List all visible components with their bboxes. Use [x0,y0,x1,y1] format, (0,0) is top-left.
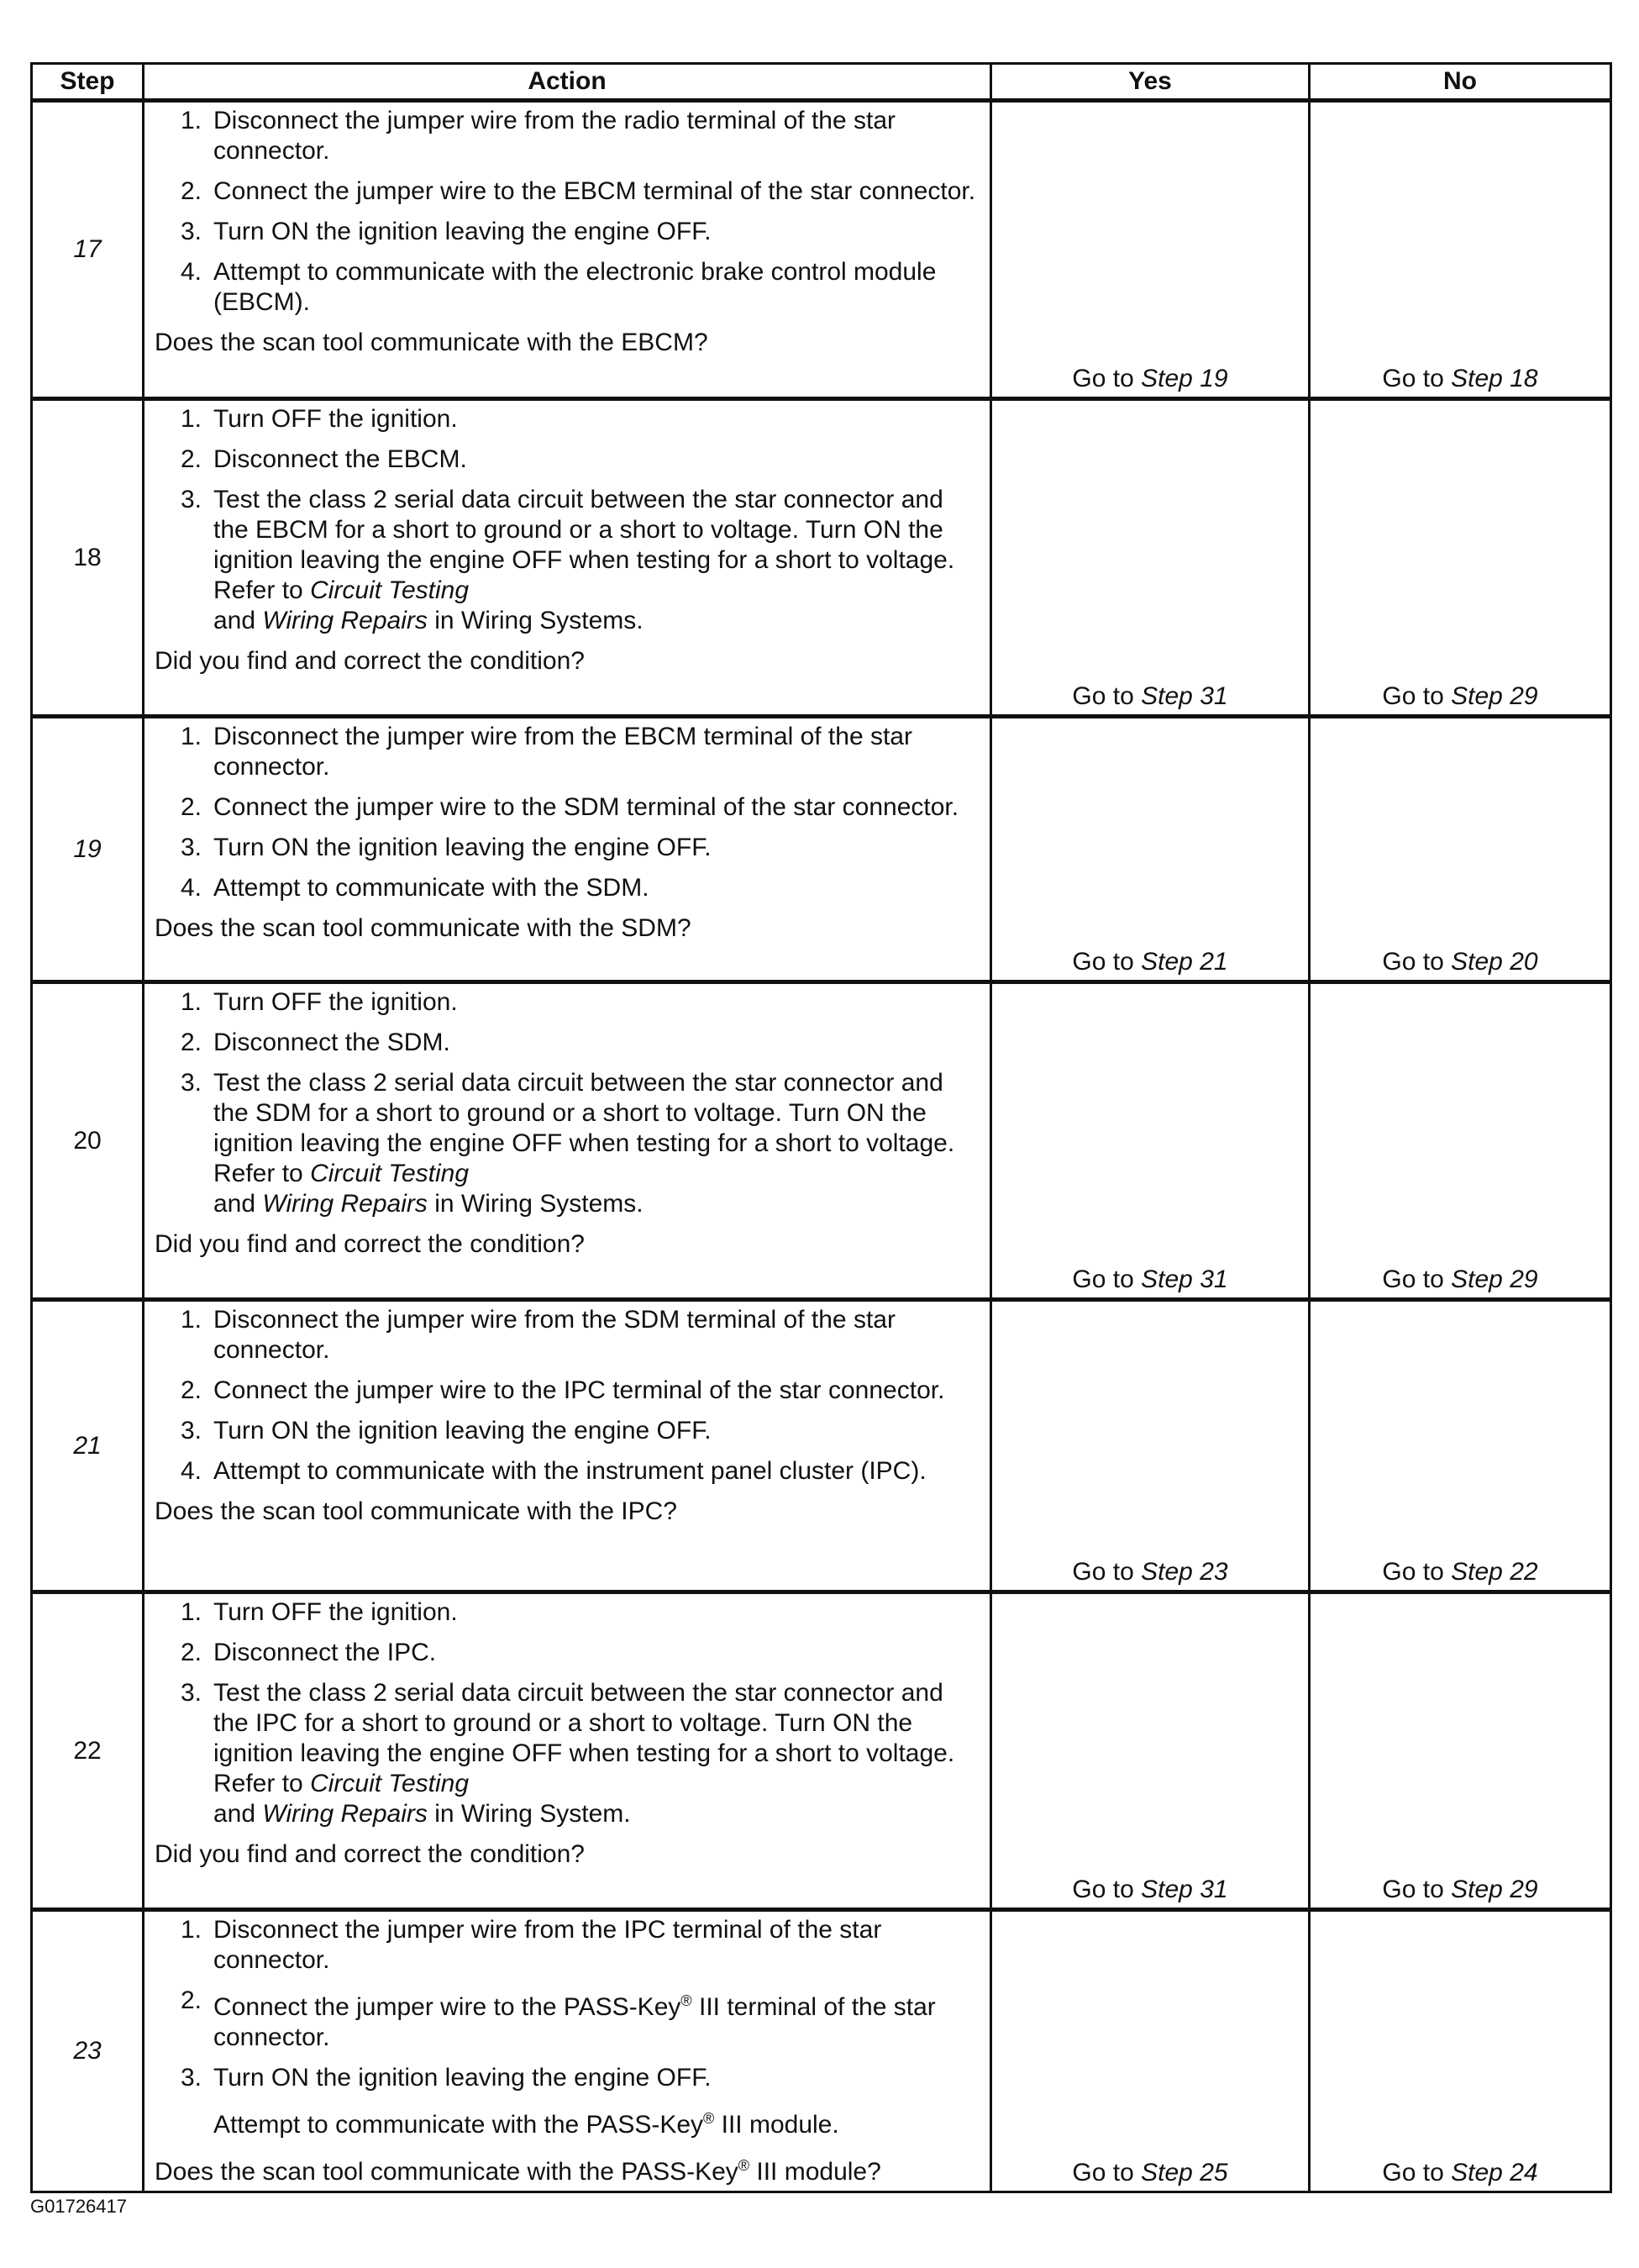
action-item-body: Turn ON the ignition leaving the engine OFF. [213,2064,712,2092]
action-item [155,722,981,782]
action-item [155,1597,981,1628]
yes-target-step[interactable]: Step 31 [1141,1876,1228,1903]
action-item-body: Test the class 2 serial data circuit between the star connector and the EBCM for a short to ground or a short to voltage. Turn ON the ignition leaving the engine OFF when testing for a short to voltage. Refer to [213,486,955,604]
yes-target-step[interactable]: Step 31 [1141,682,1228,710]
no-goto[interactable] [1382,1558,1537,1586]
action-item [155,106,981,166]
yes-result [991,1300,1310,1592]
action-question: Does the scan tool communicate with the PASS-Key® III module? [155,2157,881,2186]
action-item-number: 3. [180,218,202,245]
no-target-step[interactable]: Step 29 [1451,682,1538,710]
no-result [1310,399,1611,717]
goto-prefix: Go to [1382,1876,1444,1903]
action-item [155,1068,981,1219]
action-list [155,106,981,328]
action-item [155,987,981,1018]
table-header-row [32,64,1611,101]
action-item-body: Disconnect the jumper wire from the radio terminal of the star connector. [213,107,896,165]
goto-prefix: Go to [1072,365,1134,392]
action-item-text [213,1416,981,1446]
header-action: Action [144,64,991,101]
action-item [155,2103,981,2140]
yes-target-step[interactable]: Step 23 [1141,1558,1228,1586]
goto-prefix: Go to [1072,682,1134,710]
action-question: Does the scan tool communicate with the IPC? [155,1497,677,1525]
action-question: Does the scan tool communicate with the SDM? [155,914,691,942]
action-item-text [213,1305,981,1366]
action-item [155,1028,981,1058]
goto-prefix: Go to [1382,948,1444,976]
yes-goto[interactable] [1072,948,1227,976]
reference-wiring-repairs[interactable]: Wiring Repairs [262,607,428,634]
no-target-step[interactable]: Step 18 [1451,365,1538,392]
action-item-number: 1. [180,1916,202,1944]
action-list [155,1915,981,2150]
step-number-text: 21 [73,1431,102,1460]
reference-joiner: and [213,607,256,634]
action-item-number: 1. [180,988,202,1016]
yes-goto[interactable] [1072,2159,1227,2186]
action-item [155,1376,981,1406]
action-item [155,1305,981,1366]
action-item-text [213,833,981,863]
action-item-text [213,792,981,823]
action-item-number: 2. [180,793,202,821]
step-number [32,399,144,717]
action-item-text [213,404,981,434]
action-item [155,2063,981,2093]
action-item [155,1986,981,2053]
table-row [32,1910,1611,2192]
no-goto[interactable] [1382,1266,1537,1293]
action-item-number: 4. [180,1457,202,1485]
yes-goto[interactable] [1072,682,1227,710]
action-item-number: 3. [180,1069,202,1097]
goto-prefix: Go to [1382,2159,1444,2186]
reference-circuit-testing[interactable]: Circuit Testing [310,1160,470,1187]
yes-result [991,101,1310,399]
action-item-body: Turn ON the ignition leaving the engine OFF. [213,218,712,245]
action-item-number: 2. [180,1376,202,1404]
action-item-body: Turn OFF the ignition. [213,1598,458,1626]
action-item-body: Connect the jumper wire to the SDM terminal of the star connector. [213,793,959,821]
step-number-text: 23 [73,2037,102,2065]
table-row [32,399,1611,717]
action-item-number: 1. [180,1306,202,1334]
action-item [155,1416,981,1446]
action-question: Did you find and correct the condition? [155,1230,585,1258]
header-no: No [1310,64,1611,101]
step-number [32,717,144,982]
goto-prefix: Go to [1072,1266,1134,1293]
no-target-step[interactable]: Step 24 [1451,2159,1538,2186]
action-cell [144,101,991,399]
no-target-step[interactable]: Step 22 [1451,1558,1538,1586]
table-body [32,101,1611,2192]
action-item-body: Turn OFF the ignition. [213,988,458,1016]
step-number-text: 20 [73,1126,102,1155]
step-number-text: 17 [73,235,102,263]
no-result [1310,1910,1611,2192]
table-row [32,717,1611,982]
action-item-text [213,217,981,247]
action-item-number: 1. [180,1598,202,1626]
step-number-text: 19 [73,834,102,863]
action-item-text [213,485,981,636]
action-list [155,1305,981,1497]
action-item-body: Turn ON the ignition leaving the engine OFF. [213,1417,712,1444]
table-row [32,982,1611,1300]
action-item-body: Connect the jumper wire to the PASS-Key® III terminal of the star connector. [213,1992,936,2051]
action-item-number: 3. [180,1417,202,1444]
goto-prefix: Go to [1072,2159,1134,2186]
action-item [155,404,981,434]
action-item-body: Turn ON the ignition leaving the engine OFF. [213,834,712,861]
action-item-number: 1. [180,107,202,134]
reference-tail: in Wiring Systems. [434,607,644,634]
action-item-text [213,1028,981,1058]
action-question: Did you find and correct the condition? [155,1840,585,1868]
reference-tail: in Wiring Systems. [434,1190,644,1218]
action-item-body: Turn OFF the ignition. [213,405,458,433]
action-item-number: 2. [180,1986,202,2014]
action-item-text [213,873,981,903]
action-item-text [213,445,981,475]
diagnostic-table-sheet [30,62,1610,2193]
action-item-body: Disconnect the EBCM. [213,445,467,473]
action-cell [144,982,991,1300]
action-question: Did you find and correct the condition? [155,647,585,675]
no-goto[interactable] [1382,682,1537,710]
no-target-step[interactable]: Step 20 [1451,948,1538,976]
goto-prefix: Go to [1072,1558,1134,1586]
action-list [155,1597,981,1839]
action-item [155,176,981,207]
step-number [32,101,144,399]
action-item-text [213,2103,981,2140]
yes-goto[interactable] [1072,1266,1227,1293]
reference-tail: in Wiring System. [434,1800,631,1828]
action-item-body: Disconnect the jumper wire from the EBCM terminal of the star connector. [213,723,912,781]
action-item-number: 4. [180,258,202,286]
action-item-text [213,176,981,207]
action-item-text [213,257,981,318]
action-item-text [213,1376,981,1406]
no-result [1310,1592,1611,1910]
action-item-text [213,987,981,1018]
no-result [1310,717,1611,982]
action-item-number: 3. [180,2064,202,2092]
yes-target-step[interactable]: Step 31 [1141,1266,1228,1293]
step-number-text: 22 [73,1736,102,1765]
action-item-body: Test the class 2 serial data circuit between the star connector and the IPC for a short to ground or a short to voltage. Turn ON the ignition leaving the engine OFF when testing for a short to voltage. Refer to [213,1679,955,1797]
action-item-body: Disconnect the IPC. [213,1639,437,1666]
action-item [155,445,981,475]
header-yes: Yes [991,64,1310,101]
step-number-text: 18 [73,543,102,571]
action-item-number: 3. [180,486,202,513]
step-number [32,1910,144,2192]
reference-wiring-repairs[interactable]: Wiring Repairs [262,1800,428,1828]
action-item-text [213,2063,981,2093]
diagnostic-steps-table [30,62,1612,2193]
action-list [155,404,981,646]
no-goto[interactable] [1382,948,1537,976]
action-question: Does the scan tool communicate with the EBCM? [155,329,708,356]
action-item-text [213,1678,981,1829]
no-goto[interactable] [1382,2159,1537,2186]
no-result [1310,982,1611,1300]
action-cell [144,1300,991,1592]
action-item [155,1915,981,1976]
goto-prefix: Go to [1382,1558,1444,1586]
action-item [155,1638,981,1668]
action-item-number: 3. [180,834,202,861]
action-item [155,485,981,636]
action-item [155,833,981,863]
table-row [32,101,1611,399]
action-item-number: 4. [180,874,202,902]
action-item-number: 3. [180,1679,202,1707]
action-cell [144,399,991,717]
action-item [155,1456,981,1487]
no-result [1310,101,1611,399]
reference-wiring-repairs[interactable]: Wiring Repairs [262,1190,428,1218]
step-number [32,982,144,1300]
action-item-number: 2. [180,1029,202,1056]
table-row [32,1300,1611,1592]
action-list [155,987,981,1229]
action-item-text [213,1597,981,1628]
action-item-text [213,1915,981,1976]
yes-target-step[interactable]: Step 21 [1141,948,1228,976]
yes-result [991,1910,1310,2192]
yes-goto[interactable] [1072,365,1227,392]
yes-result [991,1592,1310,1910]
action-list [155,722,981,913]
yes-goto[interactable] [1072,1558,1227,1586]
action-item [155,257,981,318]
reference-joiner: and [213,1190,256,1218]
step-number [32,1300,144,1592]
action-cell [144,1910,991,2192]
action-item-number: 1. [180,723,202,750]
action-item-body: Attempt to communicate with the instrument panel cluster (IPC). [213,1457,927,1485]
action-item-body: Attempt to communicate with the electronic brake control module (EBCM). [213,258,937,316]
goto-prefix: Go to [1382,1266,1444,1293]
action-cell [144,1592,991,1910]
yes-result [991,399,1310,717]
goto-prefix: Go to [1382,682,1444,710]
action-item-body: Disconnect the jumper wire from the SDM terminal of the star connector. [213,1306,896,1364]
reference-joiner: and [213,1800,256,1828]
action-item-body: Test the class 2 serial data circuit between the star connector and the SDM for a short to ground or a short to voltage. Turn ON the ignition leaving the engine OFF when testing for a short to voltage. Refer to [213,1069,955,1187]
no-goto[interactable] [1382,365,1537,392]
action-item-text [213,1068,981,1219]
action-item-body: Disconnect the SDM. [213,1029,450,1056]
goto-prefix: Go to [1072,1876,1134,1903]
yes-target-step[interactable]: Step 19 [1141,365,1228,392]
goto-prefix: Go to [1072,948,1134,976]
action-item [155,873,981,903]
action-item-text [213,722,981,782]
yes-result [991,982,1310,1300]
yes-goto[interactable] [1072,1876,1227,1903]
reference-circuit-testing[interactable]: Circuit Testing [310,1770,470,1797]
action-item-body: Connect the jumper wire to the EBCM terminal of the star connector. [213,177,976,205]
action-item-body: Connect the jumper wire to the IPC terminal of the star connector. [213,1376,945,1404]
figure-id: G01726417 [30,2196,127,2217]
no-target-step[interactable]: Step 29 [1451,1266,1538,1293]
action-item-number: 2. [180,177,202,205]
action-cell [144,717,991,982]
no-result [1310,1300,1611,1592]
action-item-number [155,2103,213,2140]
reference-circuit-testing[interactable]: Circuit Testing [310,576,470,604]
action-item-number: 2. [180,1639,202,1666]
action-item-body: Disconnect the jumper wire from the IPC terminal of the star connector. [213,1916,882,1974]
action-item [155,1678,981,1829]
action-item-body: Attempt to communicate with the PASS-Key® III module. [213,2110,839,2139]
action-item-text [213,1986,981,2053]
no-target-step[interactable]: Step 29 [1451,1876,1538,1903]
action-item-text [213,1638,981,1668]
header-step: Step [32,64,144,101]
action-item-number: 1. [180,405,202,433]
yes-target-step[interactable]: Step 25 [1141,2159,1228,2186]
step-number [32,1592,144,1910]
yes-result [991,717,1310,982]
action-item [155,217,981,247]
action-item [155,792,981,823]
table-row [32,1592,1611,1910]
no-goto[interactable] [1382,1876,1537,1903]
action-item-text [213,1456,981,1487]
action-item-text [213,106,981,166]
action-item-body: Attempt to communicate with the SDM. [213,874,649,902]
action-item-number: 2. [180,445,202,473]
goto-prefix: Go to [1382,365,1444,392]
